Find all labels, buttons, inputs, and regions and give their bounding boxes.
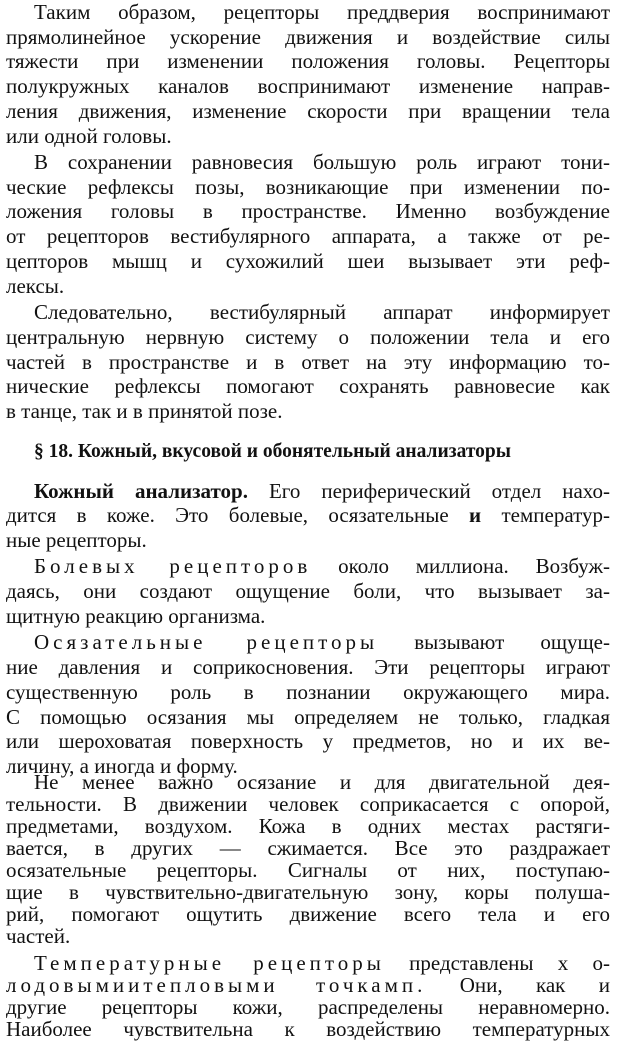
text-line: прямолинейное ускорение движения и воздействие силы [6,25,610,49]
text-line: рий, помогают ощутить движение всего тела и его [6,902,610,926]
text-line [6,503,610,528]
text-run: дится в коже. Это болевые, осязательные [6,503,470,527]
text-line: ческие рефлексы позы, возникающие при изменении по- [6,175,610,199]
text-line: другие рецепторы кожи, распределены неравномерно. [6,995,610,1019]
text-line: тельности. В движении человек соприкасается с опорой, [6,792,610,816]
text-line [34,479,610,504]
text-line: или шероховатая поверхность у предметов, но и их ве- [6,729,610,753]
text-line: от рецепторов вестибулярного аппарата, а также от ре- [6,224,610,248]
spaced-term: Болевых рецепторов [34,554,312,578]
text-line: ложения головы в пространстве. Именно возбуждение [6,199,610,223]
text-line: Не менее важно осязание и для двигательной дея- [34,770,610,794]
text-line: в танце, так и в принятой позе. [6,399,283,423]
text-line [6,974,610,996]
text-line: даясь, они создают ощущение боли, что вызывает за- [6,579,610,603]
text-line: полукружных каналов воспринимают изменение направ- [6,74,610,98]
text-line: щие в чувствительно-двигательную зону, коры полуша- [6,880,610,904]
section-heading: § 18. Кожный, вкусовой и обонятельный анализаторы [34,441,511,462]
text-line: тяжести при изменении положения головы. Рецепторы [6,49,610,73]
text-line: нические рефлексы помогают сохранять равновесие как [6,374,610,398]
text-line: личину, а иногда и форму. [6,754,238,778]
spaced-term: Температурные рецепторы [34,951,385,975]
text-run: Его периферический отдел нахо- [247,479,610,503]
text-run: вызывают ощуще- [378,630,610,654]
text-line: лексы. [6,274,65,298]
text-line [34,630,610,655]
bold-term: и [469,503,482,527]
text-line: Наиболее чувствительна к воздействию температурных [6,1017,610,1041]
bold-term: Кожный анализатор. [34,479,248,503]
text-line: ние давления и соприкосновения. Эти рецепторы играют [6,655,610,679]
text-line: предметами, воздухом. Кожа в одних местах растяги- [6,814,610,838]
text-line: В сохранении равновесия большую роль играют тони- [34,150,610,174]
text-line: ные рецепторы. [6,528,147,552]
text-line: щитную реакцию организма. [6,604,266,628]
text-line: частей. [6,924,71,948]
text-run: около миллиона. Возбуж- [311,554,610,578]
text-line: осязательные рецепторы. Сигналы от них, поступаю- [6,858,610,882]
text-line: вается, в других — сжимается. Все это раздражает [6,836,610,860]
text-line: ления движения, изменение скорости при вращении тела [6,99,610,123]
spaced-term: Осязательные рецепторы [34,630,379,654]
text-line: частей в пространстве и в ответ на эту информацию то- [6,350,610,374]
text-line: С помощью осязания мы определяем не только, гладкая [6,705,610,729]
text-line: Таким образом, рецепторы преддверия воспринимают [34,0,610,24]
text-line [34,952,610,974]
text-line: существенную роль в познании окружающего мира. [6,680,610,704]
text-run: Они, как и [426,973,610,997]
text-line: цепторов мышц и сухожилий шеи вызывает эти реф- [6,249,610,273]
spaced-term: лодовымиитепловыми точкамп. [6,973,427,997]
text-line: Следовательно, вестибулярный аппарат информирует [34,300,610,324]
text-line [34,554,610,579]
text-run: температур- [481,503,610,527]
text-line: или одной головы. [6,124,172,148]
text-line: центральную нервную систему о положении тела и его [6,325,610,349]
text-run: представлены х о- [384,951,610,975]
